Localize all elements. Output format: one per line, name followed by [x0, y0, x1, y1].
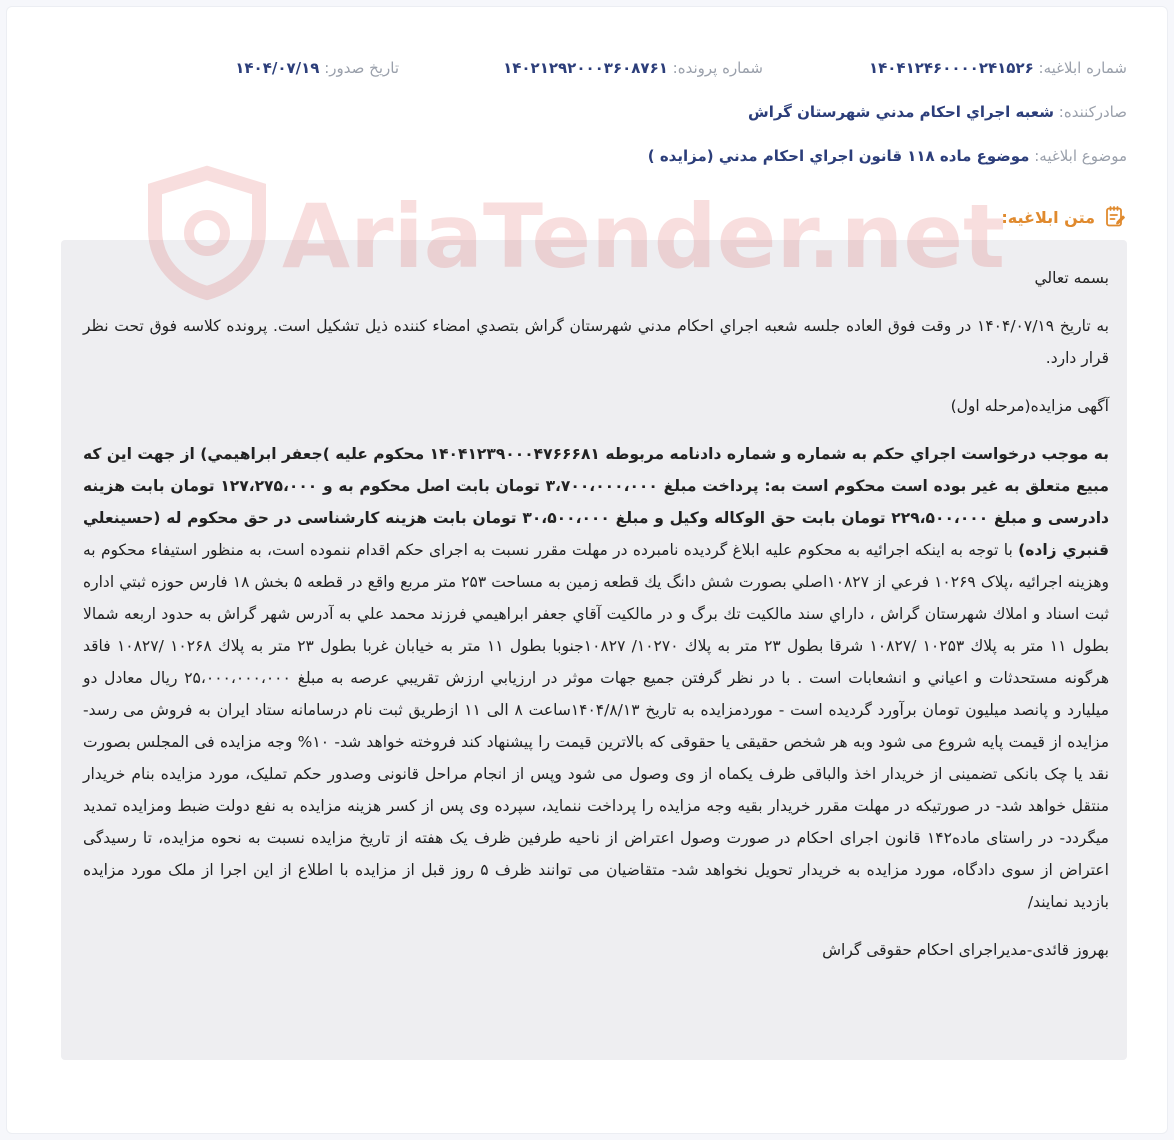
- issuer-row: [748, 103, 1127, 121]
- issue-date-field: [235, 59, 399, 77]
- body-greeting: بسمه تعالي: [1034, 269, 1109, 287]
- section-title-text: متن ابلاغیه:: [1001, 207, 1095, 227]
- case-number-value: ۱۴۰۲۱۲۹۲۰۰۰۳۶۰۸۷۶۱: [503, 59, 668, 77]
- subject-row: [648, 147, 1127, 165]
- document-note-icon: [1103, 205, 1127, 229]
- body-heading: آگهی مزایده(مرحله اول): [950, 397, 1109, 415]
- issuer-value: شعبه اجراي احکام مدني شهرستان گراش: [748, 103, 1054, 121]
- section-title: [1001, 205, 1127, 229]
- issuer-label: صادرکننده:: [1058, 103, 1127, 121]
- notice-number-value: ۱۴۰۴۱۲۴۶۰۰۰۰۲۴۱۵۲۶: [868, 59, 1034, 77]
- body-signature: بهروز قائدی-مدیراجرای احکام حقوقی گراش: [822, 941, 1109, 959]
- notice-number-field: [869, 59, 1127, 77]
- case-number-field: [503, 59, 763, 77]
- body-main-paragraph: [83, 438, 1109, 918]
- subject-value: موضوع ماده ۱۱۸ قانون اجراي احکام مدني (مزايده ): [647, 147, 1030, 165]
- case-number-label: شماره پرونده:: [672, 59, 763, 77]
- issue-date-label: تاریخ صدور:: [324, 59, 399, 77]
- body-normal-text: با توجه به اینکه اجرائیه به محکوم علیه ابلاغ گردیده نامبرده در مهلت مقرر نسبت به اجرای حکم اقدام ننموده است، به منظور استیفاء محکوم به وهزینه اجرائیه ،پلاک ۱۰۲۶۹ فرعي از ۱۰۸۲۷اصلي بصورت شش دانگ يك قطعه زمين به مساحت ۲۵۳ متر مربع واقع در قطعه ۵ بخش ۱۸ فارس حوزه ثبتي اداره ثبت اسناد و املاك شهرستان گراش ، داراي سند مالكيت تك برگ و در مالكيت آقاي جعفر ابراهيمي فرزند محمد علي به آدرس شهر گراش به حدود اربعه شمالا بطول ۱۱ متر به پلاك ۱۰۲۵۳ /۱۰۸۲۷ شرقا بطول ۲۳ متر به پلاك ۱۰۲۷۰/ ۱۰۸۲۷جنوبا بطول ۱۱ متر به خيابان غربا بطول ۲۳ متر به پلاك ۱۰۲۶۸ /۱۰۸۲۷ فاقد هرگونه مستحدثات و اعياني و انشعابات است . با در نظر گرفتن جمیع جهات موثر در ارزیابي ارزش تقريبي عرصه به مبلغ ۲۵،۰۰۰،۰۰۰،۰۰۰ ريال معادل دو ميليارد و پانصد ميليون تومان برآورد گرديده است - موردمزایده به تاریخ ۱۴۰۴/۸/۱۳ساعت ۸ الی ۱۱ ازطریق ثبت نام درسامانه ستاد ایران به فروش می رسد- مزایده از قیمت پایه شروع می شود وبه هر شخص حقیقی یا حقوقی که بالاترین قیمت را پیشنهاد کند فروخته خواهد شد- ۱۰% وجه مزایده فی المجلس بصورت نقد یا چک بانکی تضمینی از خریدار اخذ والباقی ظرف یکماه از وی وصول می شود وپس از انجام مراحل قانونی وصدور حکم تملیک، مورد مزایده بنام خریدار منتقل خواهد شد- در صورتیکه در مهلت مقرر خریدار بقیه وجه مزایده را پرداخت ننماید، سپرده وی پس از کسر هزینه مزایده به نفع دولت ضبط ومزایده تمدید میگردد- در راستای ماده۱۴۲ قانون اجرای احکام در صورت وصول اعتراض از ناحیه طرفین ظرف یک هفته از تاریخ مزایده نسبت به نحوه مزایده، تا رسیدگی اعتراض از سوی دادگاه، مورد مزایده به خریدار تحویل نخواهد شد- متقاضیان می توانند ظرف ۵ روز قبل از مزایده با اطلاع از این اجرا از ملک مورد مزایده بازدید نمایند/: [83, 541, 1109, 911]
- notice-number-label: شماره ابلاغیه:: [1038, 59, 1127, 77]
- issue-date-value: ۱۴۰۴/۰۷/۱۹: [235, 59, 320, 77]
- body-bold-text: به موجب درخواست اجراي حکم به شماره و شماره دادنامه مربوطه ۱۴۰۴۱۲۳۹۰۰۰۴۷۶۶۶۸۱ محکوم علیه )جعفر ابراهیمي) از جهت این که مبیع متعلق به غیر بوده است محکوم است به: پرداخت مبلغ ۳،۷۰۰،۰۰۰،۰۰۰ تومان بابت اصل محکوم به و ۱۲۷،۲۷۵،۰۰۰ تومان بابت هزینه دادرسی و مبلغ ۲۲۹،۵۰۰،۰۰۰ تومان بابت حق الوکاله وکیل و مبلغ ۳۰،۵۰۰،۰۰۰ تومان بابت هزینه کارشناسی در حق محکوم له (حسینعلي قنبري زاده): [83, 445, 1110, 559]
- subject-label: موضوع ابلاغیه:: [1034, 147, 1127, 165]
- notice-card: [6, 6, 1168, 1134]
- body-intro: به تاريخ ۱۴۰۴/۰۷/۱۹ در وقت فوق العاده جلسه شعبه اجراي احکام مدني شهرستان گراش بتصدي امضاء کننده ذيل تشکيل است. پرونده کلاسه فوق تحت نظر قرار دارد.: [83, 317, 1109, 367]
- notice-body: [61, 240, 1127, 1060]
- watermark-text: AriaTender.net: [282, 185, 1006, 288]
